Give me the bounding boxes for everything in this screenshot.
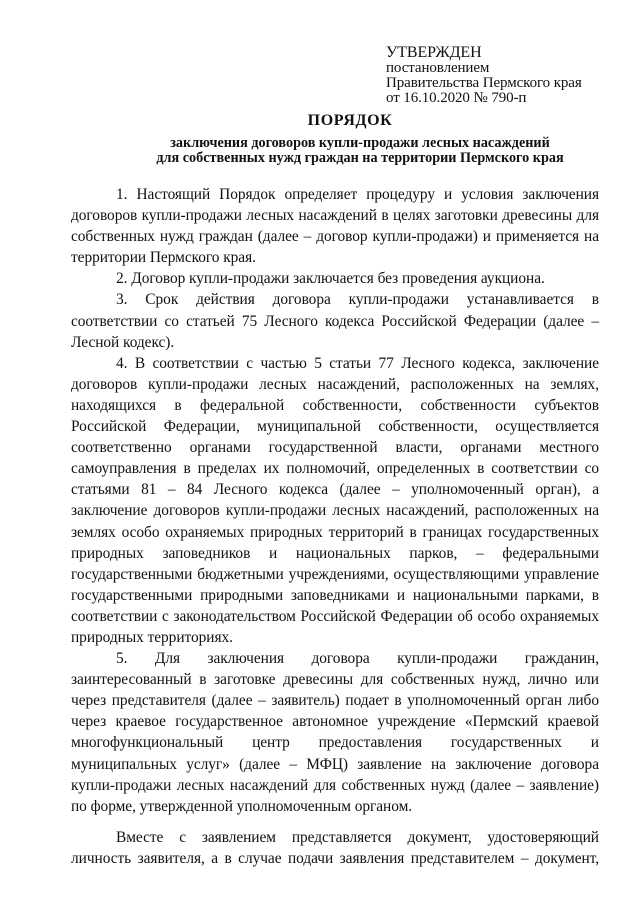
subtitle-line-2: для собственных нужд граждан на территории Пермского края xyxy=(156,150,564,166)
document-body xyxy=(71,184,599,869)
approval-line-1: постановлением xyxy=(386,60,490,76)
document-title: ПОРЯДОК xyxy=(307,112,393,129)
paragraph-2: 2. Договор купли-продажи заключается без проведения аукциона. xyxy=(116,270,545,288)
approval-line-2: Правительства Пермского края xyxy=(386,75,582,91)
approval-line-3: от 16.10.2020 № 790-п xyxy=(386,90,527,106)
paragraph-1: 1. Настоящий Порядок определяет процедуру и условия заключения договоров купли-продажи лесных насаждений в целях заготовки древесины для собственных нужд граждан (далее – договор купли-продажи) и применяется на территории Пермского края. xyxy=(71,186,599,267)
paragraph-6: Вместе с заявлением представляется документ, удостоверяющий личность заявителя, а в случае подачи заявления представителем – документ, xyxy=(71,828,599,867)
paragraph-4: 4. В соответствии с частью 5 статьи 77 Лесного кодекса, заключение договоров купли-продажи лесных насаждений, расположенных на землях, находящихся в федеральной собственности, собственности субъектов Российской Федерации, муниципальной собственности, осуществляется соответственно органами государственной власти, органами местного самоуправления в пределах их полномочий, определенных в соответствии со статьями 81 – 84 Лесного кодекса (далее – уполномоченный орган), а заключение договоров купли-продажи лесных насаждений, расположенных на землях особо охраняемых природных территорий в границах государственных природных заповедников и национальных парков, – федеральными государственными бюджетными учреждениями, осуществляющими управление государственными природными заповедниками и национальными парками, в соответствии с законодательством Российской Федерации об особо охраняемых природных территориях. xyxy=(71,354,599,646)
document-subtitle xyxy=(100,136,620,166)
paragraph-5: 5. Для заключения договора купли-продажи гражданин, заинтересованный в заготовке древесины для собственных нужд, лично или через представителя (далее – заявитель) подает в уполномоченный орган либо через краевое государственное автономное учреждение «Пермский краевой многофункциональный центр предоставления государственных и муниципальных услуг» (далее – МФЦ) заявление на заключение договора купли-продажи лесных насаждений для собственных нужд (далее – заявление) по форме, утвержденной уполномоченным органом. xyxy=(71,650,599,815)
subtitle-line-1: заключения договоров купли-продажи лесных насаждений xyxy=(170,135,550,151)
approval-stamp xyxy=(386,44,626,106)
paragraph-3: 3. Срок действия договора купли-продажи устанавливается в соответствии со статьей 75 Лесного кодекса Российской Федерации (далее – Лесной кодекс). xyxy=(71,291,599,351)
approval-heading: УТВЕРЖДЕН xyxy=(386,44,482,61)
